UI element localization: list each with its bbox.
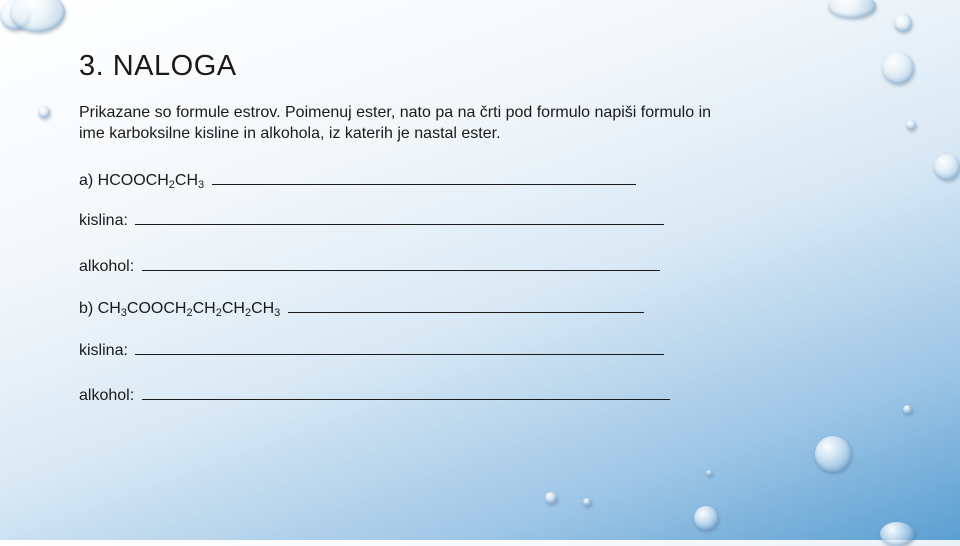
task-instructions: Prikazane so formule estrov. Poimenuj ester, nato pa na črti pod formulo napiši formulo in ime karboksilne kisline in alkohola, iz katerih je nastal ester. bbox=[79, 104, 712, 142]
acid-a-row bbox=[79, 210, 664, 230]
alcohol-b-row bbox=[79, 385, 670, 405]
acid-a-label: kislina: bbox=[79, 212, 128, 229]
formula-a-text: a) $HCOOCH_2CH_3$ bbox=[79, 172, 205, 191]
ester-b-answer-line[interactable] bbox=[288, 298, 644, 313]
formula-a bbox=[79, 170, 636, 190]
acid-b-row bbox=[79, 340, 664, 360]
alcohol-b-label: alkohol: bbox=[79, 387, 135, 404]
acid-b-label: kislina: bbox=[79, 342, 128, 359]
slide-title: 3. NALOGA bbox=[79, 50, 237, 82]
alcohol-b-answer-line[interactable] bbox=[142, 385, 670, 400]
alcohol-a-label: alkohol: bbox=[79, 258, 135, 275]
alcohol-a-answer-line[interactable] bbox=[142, 256, 660, 271]
acid-b-answer-line[interactable] bbox=[135, 340, 664, 355]
ester-a-answer-line[interactable] bbox=[212, 170, 636, 185]
acid-a-answer-line[interactable] bbox=[135, 210, 664, 225]
formula-b bbox=[79, 298, 644, 318]
formula-b-text: b) $CH_3COOCH_2CH_2CH_2CH_3$ bbox=[79, 300, 281, 319]
alcohol-a-row bbox=[79, 256, 660, 276]
